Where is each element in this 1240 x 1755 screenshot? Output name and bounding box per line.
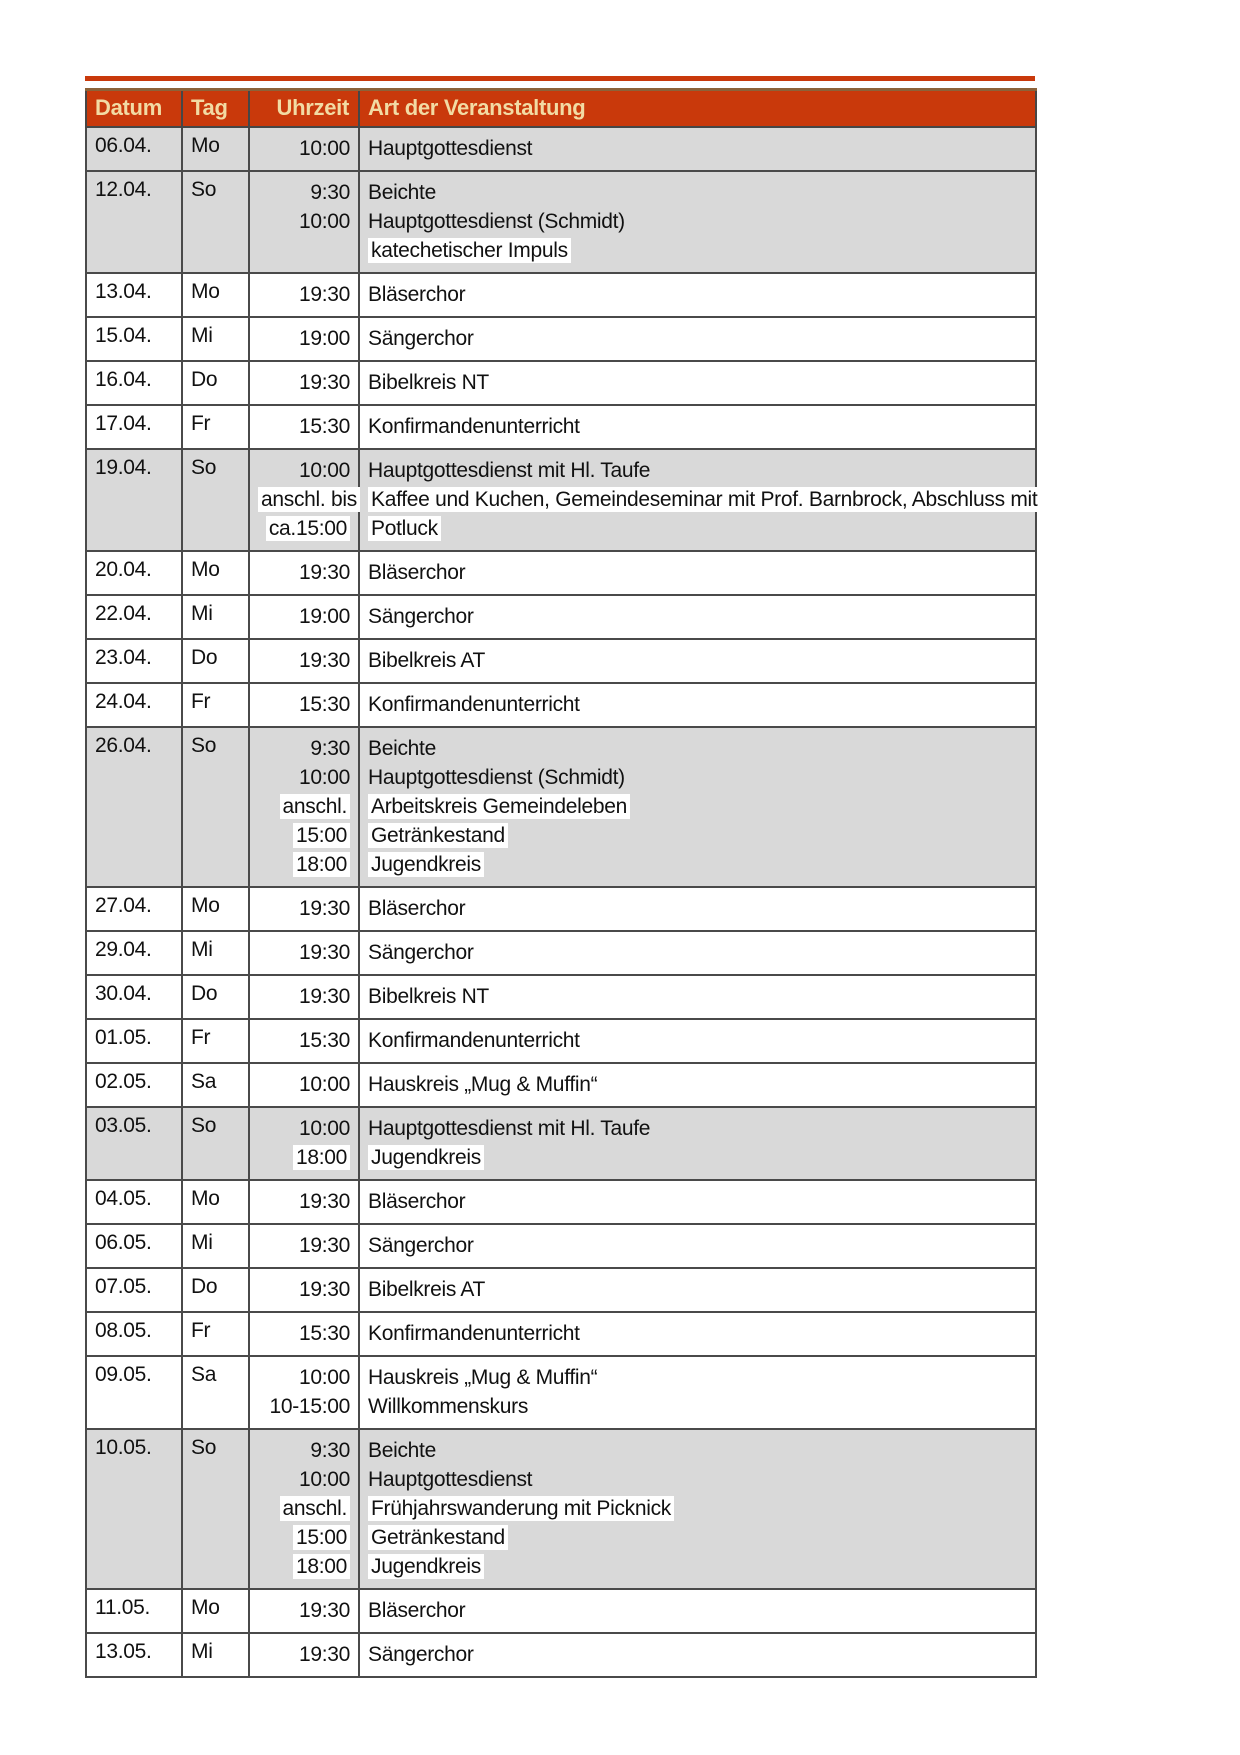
time-line: 15:30 — [298, 693, 350, 716]
table-row — [86, 727, 1036, 887]
time-cell — [249, 1429, 359, 1589]
time-line — [258, 1494, 350, 1523]
event-cell — [359, 683, 1036, 727]
date-cell: 24.04. — [86, 683, 182, 727]
event-line: Sängerchor — [368, 1234, 474, 1257]
time-line: 10-15:00 — [269, 1395, 350, 1418]
time-line: 10:00 — [298, 459, 350, 482]
table-row — [86, 317, 1036, 361]
time-line — [258, 1523, 350, 1552]
table-row — [86, 1312, 1036, 1356]
time-cell — [249, 639, 359, 683]
date-cell: 03.05. — [86, 1107, 182, 1180]
event-cell — [359, 273, 1036, 317]
event-line: Sängerchor — [368, 1643, 474, 1666]
event-cell — [359, 1107, 1036, 1180]
day-cell: Mi — [182, 317, 249, 361]
day-cell: Mi — [182, 595, 249, 639]
day-cell: Fr — [182, 405, 249, 449]
event-line: Sängerchor — [368, 327, 474, 350]
event-line: Konfirmandenunterricht — [368, 693, 580, 716]
time-cell — [249, 317, 359, 361]
day-cell: Mi — [182, 931, 249, 975]
event-line: Bibelkreis AT — [368, 649, 486, 672]
time-cell — [249, 551, 359, 595]
time-line: 10:00 — [298, 210, 350, 233]
time-line — [258, 821, 350, 850]
table-row — [86, 1107, 1036, 1180]
event-line — [368, 514, 1027, 543]
day-cell: So — [182, 449, 249, 551]
time-line: 19:00 — [298, 327, 350, 350]
table-row — [86, 361, 1036, 405]
table-row — [86, 1633, 1036, 1677]
table-row — [86, 551, 1036, 595]
event-line: Hauptgottesdienst (Schmidt) — [368, 210, 625, 233]
time-line — [258, 514, 350, 543]
event-line: Bläserchor — [368, 1599, 466, 1622]
time-line-highlight: 18:00 — [293, 852, 350, 877]
time-line — [258, 850, 350, 879]
event-line: Konfirmandenunterricht — [368, 1322, 580, 1345]
date-cell: 27.04. — [86, 887, 182, 931]
event-line — [368, 821, 1027, 850]
day-cell: Mo — [182, 273, 249, 317]
time-line-highlight: anschl. bis — [258, 487, 360, 512]
event-line — [368, 1494, 1027, 1523]
header-row — [86, 90, 1036, 128]
time-line: 19:00 — [298, 605, 350, 628]
event-cell — [359, 1356, 1036, 1429]
event-line — [368, 792, 1027, 821]
time-cell — [249, 1268, 359, 1312]
table-row — [86, 595, 1036, 639]
event-line: Konfirmandenunterricht — [368, 415, 580, 438]
day-cell: Mo — [182, 1589, 249, 1633]
day-cell: Fr — [182, 1019, 249, 1063]
time-cell — [249, 405, 359, 449]
event-cell — [359, 1429, 1036, 1589]
event-cell — [359, 1268, 1036, 1312]
time-line: 15:30 — [298, 415, 350, 438]
day-cell: Do — [182, 639, 249, 683]
day-cell: Mo — [182, 551, 249, 595]
event-line-highlight: Getränkestand — [368, 1525, 508, 1550]
event-cell — [359, 595, 1036, 639]
time-line: 19:30 — [298, 1234, 350, 1257]
time-cell — [249, 727, 359, 887]
date-cell: 08.05. — [86, 1312, 182, 1356]
event-line: Hauptgottesdienst — [368, 1468, 533, 1491]
event-line-highlight: Arbeitskreis Gemeindeleben — [368, 794, 630, 819]
event-cell — [359, 551, 1036, 595]
day-cell: Mo — [182, 127, 249, 171]
schedule-body — [86, 127, 1036, 1677]
table-row — [86, 887, 1036, 931]
orange-divider-rule — [85, 76, 1035, 81]
table-row — [86, 683, 1036, 727]
time-line — [258, 1143, 350, 1172]
time-cell — [249, 887, 359, 931]
event-cell — [359, 449, 1036, 551]
time-line-highlight: ca.15:00 — [266, 516, 350, 541]
day-cell: Do — [182, 975, 249, 1019]
time-cell — [249, 1356, 359, 1429]
event-line: Beichte — [368, 181, 436, 204]
event-cell — [359, 1180, 1036, 1224]
day-cell: So — [182, 171, 249, 273]
table-row — [86, 127, 1036, 171]
time-line: 9:30 — [310, 1439, 350, 1462]
event-line: Bläserchor — [368, 561, 466, 584]
event-line: Konfirmandenunterricht — [368, 1029, 580, 1052]
table-row — [86, 1429, 1036, 1589]
time-line: 19:30 — [298, 1190, 350, 1213]
event-cell — [359, 127, 1036, 171]
table-header — [86, 90, 1036, 128]
event-cell — [359, 1224, 1036, 1268]
date-cell: 23.04. — [86, 639, 182, 683]
event-line-highlight: Jugendkreis — [368, 1145, 484, 1170]
event-line: Hauskreis „Mug & Muffin“ — [368, 1366, 598, 1389]
time-cell — [249, 127, 359, 171]
day-cell: Do — [182, 1268, 249, 1312]
time-cell — [249, 975, 359, 1019]
table-row — [86, 1589, 1036, 1633]
time-cell — [249, 1224, 359, 1268]
event-line: Willkommenskurs — [368, 1395, 529, 1418]
event-line: Bibelkreis AT — [368, 1278, 486, 1301]
date-cell: 13.05. — [86, 1633, 182, 1677]
event-cell — [359, 171, 1036, 273]
time-line-highlight: 18:00 — [293, 1145, 350, 1170]
time-line: 19:30 — [298, 897, 350, 920]
time-line-highlight: anschl. — [280, 1496, 350, 1521]
time-cell — [249, 683, 359, 727]
event-cell — [359, 1589, 1036, 1633]
table-row — [86, 931, 1036, 975]
event-line-highlight: Frühjahrswanderung mit Picknick — [368, 1496, 674, 1521]
column-header-datum: Datum — [86, 90, 182, 128]
day-cell: Mo — [182, 1180, 249, 1224]
date-cell: 06.04. — [86, 127, 182, 171]
date-cell: 19.04. — [86, 449, 182, 551]
event-line-highlight: Jugendkreis — [368, 852, 484, 877]
table-row — [86, 1224, 1036, 1268]
time-line-highlight: 15:00 — [293, 1525, 350, 1550]
time-line: 15:30 — [298, 1322, 350, 1345]
date-cell: 09.05. — [86, 1356, 182, 1429]
date-cell: 01.05. — [86, 1019, 182, 1063]
table-row — [86, 1356, 1036, 1429]
event-line-highlight: Jugendkreis — [368, 1554, 484, 1579]
event-line: Hauskreis „Mug & Muffin“ — [368, 1073, 598, 1096]
event-cell — [359, 639, 1036, 683]
time-line: 9:30 — [310, 181, 350, 204]
table-row — [86, 1268, 1036, 1312]
day-cell: Do — [182, 361, 249, 405]
event-cell — [359, 405, 1036, 449]
column-header-art: Art der Veranstaltung — [359, 90, 1036, 128]
date-cell: 06.05. — [86, 1224, 182, 1268]
table-row — [86, 449, 1036, 551]
time-line: 19:30 — [298, 561, 350, 584]
time-line: 19:30 — [298, 371, 350, 394]
time-cell — [249, 171, 359, 273]
event-line: Bibelkreis NT — [368, 985, 489, 1008]
time-line: 10:00 — [298, 1468, 350, 1491]
time-line: 19:30 — [298, 283, 350, 306]
event-line-highlight: katechetischer Impuls — [368, 238, 571, 263]
table-row — [86, 1019, 1036, 1063]
time-cell — [249, 273, 359, 317]
day-cell: So — [182, 1107, 249, 1180]
day-cell: So — [182, 1429, 249, 1589]
event-cell — [359, 1312, 1036, 1356]
day-cell: Sa — [182, 1063, 249, 1107]
time-cell — [249, 931, 359, 975]
day-cell: Mi — [182, 1224, 249, 1268]
time-line — [258, 1552, 350, 1581]
time-line: 10:00 — [298, 1366, 350, 1389]
time-line-highlight: 15:00 — [293, 823, 350, 848]
event-line: Beichte — [368, 1439, 436, 1462]
event-cell — [359, 317, 1036, 361]
time-cell — [249, 1180, 359, 1224]
event-line-highlight: Potluck — [368, 516, 441, 541]
table-row — [86, 405, 1036, 449]
date-cell: 02.05. — [86, 1063, 182, 1107]
event-cell — [359, 975, 1036, 1019]
time-cell — [249, 595, 359, 639]
date-cell: 16.04. — [86, 361, 182, 405]
event-cell — [359, 887, 1036, 931]
time-line — [258, 792, 350, 821]
date-cell: 17.04. — [86, 405, 182, 449]
time-line — [258, 485, 357, 514]
time-line-highlight: 18:00 — [293, 1554, 350, 1579]
time-line: 19:30 — [298, 1643, 350, 1666]
time-cell — [249, 1107, 359, 1180]
time-cell — [249, 1063, 359, 1107]
event-line: Hauptgottesdienst mit Hl. Taufe — [368, 459, 651, 482]
table-row — [86, 171, 1036, 273]
event-line-highlight: Getränkestand — [368, 823, 508, 848]
day-cell: Mi — [182, 1633, 249, 1677]
table-row — [86, 1063, 1036, 1107]
day-cell: Mo — [182, 887, 249, 931]
time-line: 19:30 — [298, 1599, 350, 1622]
time-cell — [249, 1589, 359, 1633]
event-line: Bläserchor — [368, 1190, 466, 1213]
event-schedule-table — [85, 88, 1037, 1678]
event-line — [368, 236, 1027, 265]
event-cell — [359, 1063, 1036, 1107]
date-cell: 04.05. — [86, 1180, 182, 1224]
time-line: 19:30 — [298, 985, 350, 1008]
event-line: Sängerchor — [368, 941, 474, 964]
date-cell: 29.04. — [86, 931, 182, 975]
table-row — [86, 273, 1036, 317]
date-cell: 13.04. — [86, 273, 182, 317]
time-line-highlight: anschl. — [280, 794, 350, 819]
event-line — [368, 1143, 1027, 1172]
event-cell — [359, 931, 1036, 975]
event-line — [368, 1552, 1027, 1581]
date-cell: 10.05. — [86, 1429, 182, 1589]
time-cell — [249, 449, 359, 551]
event-line: Bläserchor — [368, 897, 466, 920]
event-line: Hauptgottesdienst (Schmidt) — [368, 766, 625, 789]
day-cell: Fr — [182, 683, 249, 727]
time-line: 10:00 — [298, 766, 350, 789]
date-cell: 22.04. — [86, 595, 182, 639]
time-line: 19:30 — [298, 1278, 350, 1301]
day-cell: Fr — [182, 1312, 249, 1356]
event-line: Hauptgottesdienst — [368, 137, 533, 160]
event-cell — [359, 1019, 1036, 1063]
event-line: Hauptgottesdienst mit Hl. Taufe — [368, 1117, 651, 1140]
event-line-highlight: Kaffee und Kuchen, Gemeindeseminar mit Prof. Barnbrock, Abschluss mit — [368, 487, 1040, 512]
date-cell: 07.05. — [86, 1268, 182, 1312]
day-cell: Sa — [182, 1356, 249, 1429]
time-line: 19:30 — [298, 941, 350, 964]
time-line: 10:00 — [298, 1073, 350, 1096]
day-cell: So — [182, 727, 249, 887]
time-cell — [249, 1312, 359, 1356]
time-line: 9:30 — [310, 737, 350, 760]
event-cell — [359, 361, 1036, 405]
time-line: 10:00 — [298, 1117, 350, 1140]
date-cell: 12.04. — [86, 171, 182, 273]
event-line — [368, 1523, 1027, 1552]
event-line: Beichte — [368, 737, 436, 760]
event-line — [368, 485, 1038, 514]
event-line — [368, 850, 1027, 879]
event-line: Sängerchor — [368, 605, 474, 628]
column-header-uhrzeit: Uhrzeit — [249, 90, 359, 128]
event-line: Bläserchor — [368, 283, 466, 306]
event-cell — [359, 1633, 1036, 1677]
column-header-tag: Tag — [182, 90, 249, 128]
date-cell: 26.04. — [86, 727, 182, 887]
event-line: Bibelkreis NT — [368, 371, 489, 394]
table-row — [86, 1180, 1036, 1224]
date-cell: 15.04. — [86, 317, 182, 361]
time-line: 19:30 — [298, 649, 350, 672]
date-cell: 11.05. — [86, 1589, 182, 1633]
table-row — [86, 639, 1036, 683]
date-cell: 20.04. — [86, 551, 182, 595]
table-row — [86, 975, 1036, 1019]
time-line: 10:00 — [298, 137, 350, 160]
event-schedule-document — [85, 76, 1038, 1678]
event-cell — [359, 727, 1036, 887]
time-cell — [249, 361, 359, 405]
date-cell: 30.04. — [86, 975, 182, 1019]
time-cell — [249, 1019, 359, 1063]
time-cell — [249, 1633, 359, 1677]
time-line: 15:30 — [298, 1029, 350, 1052]
